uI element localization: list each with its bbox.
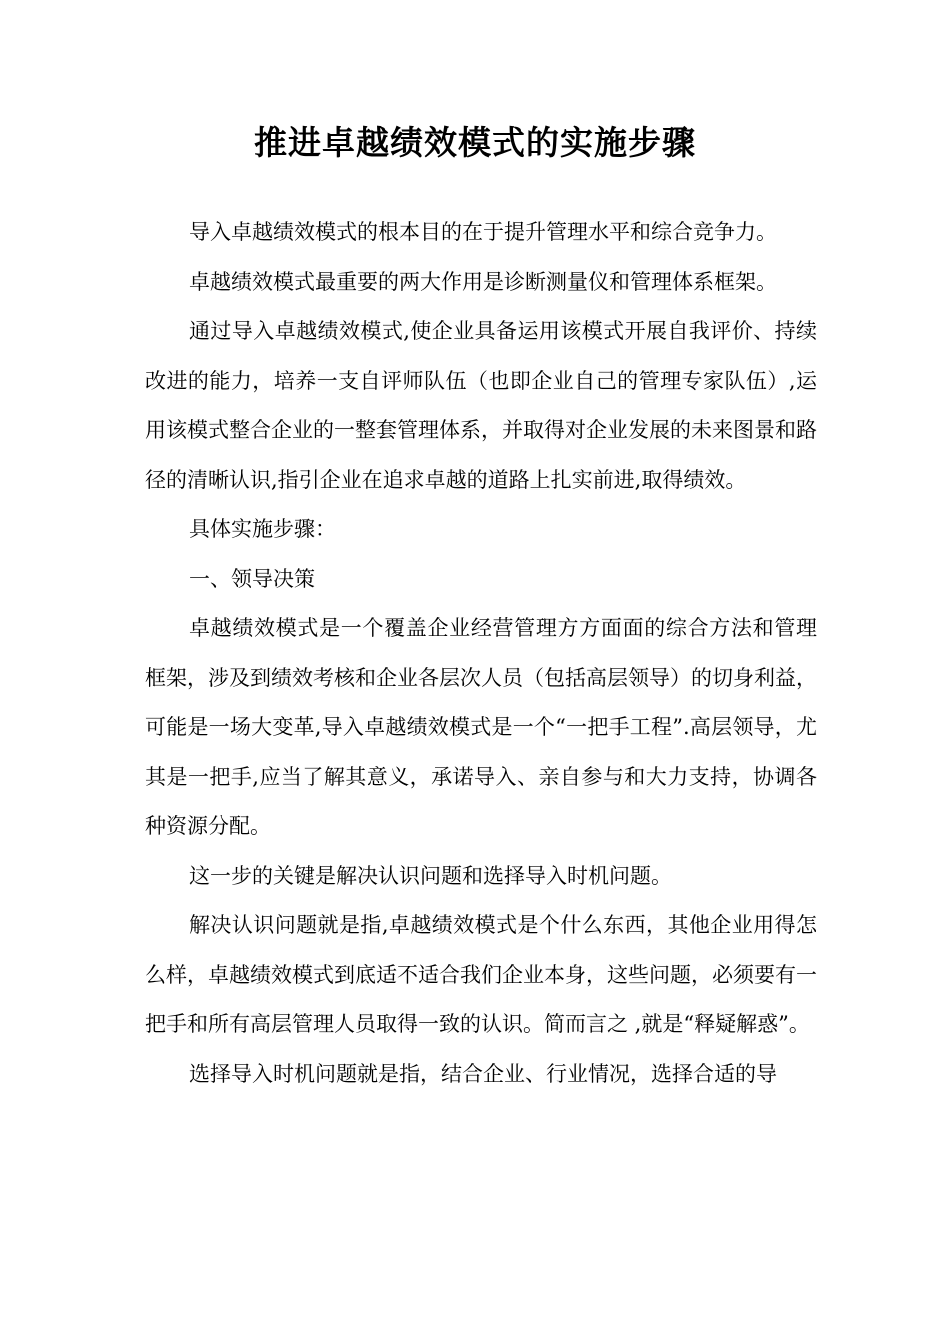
paragraph-leadership: 卓越绩效模式是一个覆盖企业经营管理方方面面的综合方法和管理框架，涉及到绩效考核和企业各层次人员（包括高层领导）的切身利益，可能是一场大变革,导入卓越绩效模式是一个“一把手工程”.高层领导，尤其是一把手,应当了解其意义，承诺导入、亲自参与和大力支持，协调各种资源分配。 <box>145 616 817 838</box>
paragraph-purpose: 导入卓越绩效模式的根本目的在于提升管理水平和综合竞争力。 <box>189 220 777 244</box>
document-body <box>145 208 817 1099</box>
paragraph-roles: 卓越绩效模式最重要的两大作用是诊断测量仪和管理体系框架。 <box>189 269 777 294</box>
paragraph-benefits: 通过导入卓越绩效模式,使企业具备运用该模式开展自我评价、持续改进的能力，培养一支自评师队伍（也即企业自己的管理专家队伍）,运用该模式整合企业的一整套管理体系，并取得对企业发展的未来图景和路径的清晰认识,指引企业在追求卓越的道路上扎实前进,取得绩效。 <box>145 319 817 492</box>
paragraph-understanding: 解决认识问题就是指,卓越绩效模式是个什么东西，其他企业用得怎么样，卓越绩效模式到底适不适合我们企业本身，这些问题，必须要有一把手和所有高层管理人员取得一致的认识。简而言之 ,就是“释疑解惑”。 <box>145 913 817 1036</box>
section-heading-leadership: 一、领导决策 <box>189 566 315 591</box>
paragraph-steps-heading: 具体实施步骤： <box>189 517 336 541</box>
paragraph-timing: 选择导入时机问题就是指，结合企业、行业情况，选择合适的导 <box>189 1061 777 1086</box>
document-title: 推进卓越绩效模式的实施步骤 <box>254 123 696 162</box>
paragraph-key-issues: 这一步的关键是解决认识问题和选择导入时机问题。 <box>189 863 672 888</box>
